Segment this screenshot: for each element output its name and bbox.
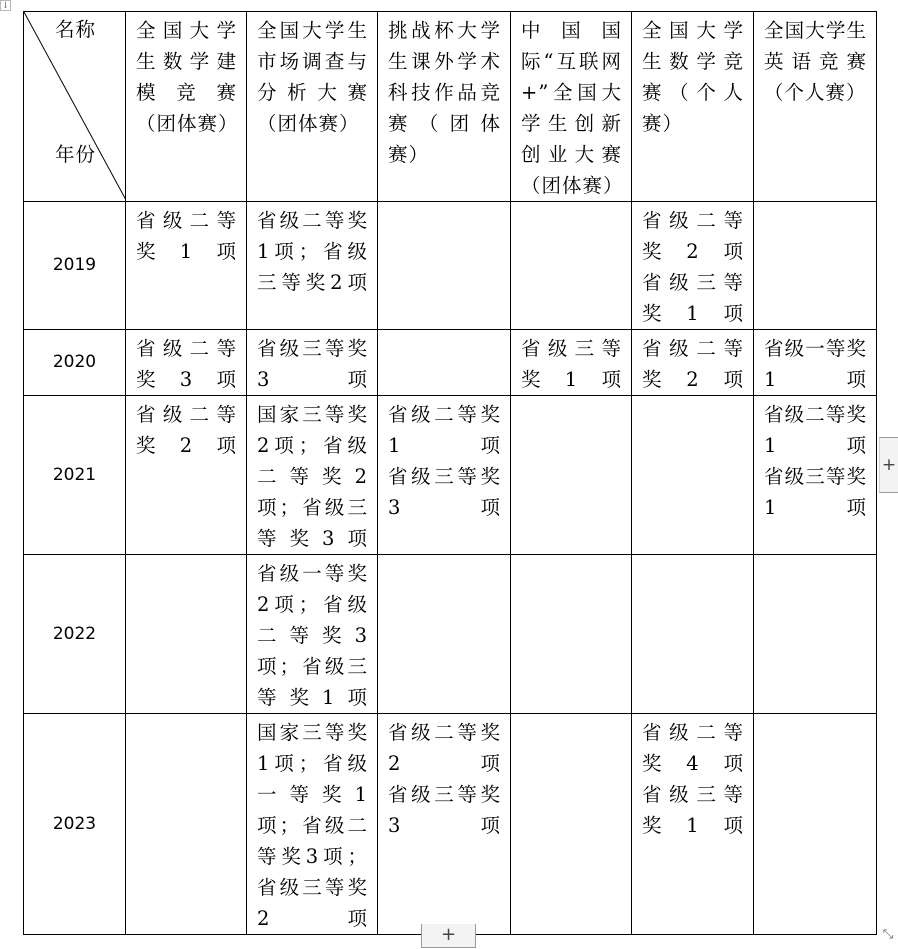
header-row	[24, 12, 877, 202]
year-cell[interactable]: 2022	[24, 555, 126, 714]
award-cell[interactable]	[126, 396, 247, 555]
diagonal-header-cell[interactable]	[24, 12, 126, 202]
award-cell[interactable]	[632, 396, 754, 555]
award-cell[interactable]	[378, 714, 511, 935]
award-cell[interactable]	[378, 555, 511, 714]
table-row	[24, 714, 877, 935]
award-entry: 省级三等奖1项	[642, 271, 744, 325]
award-cell[interactable]	[511, 396, 632, 555]
column-header[interactable]: 全国大学生市场调查与分析大赛（团体赛）	[247, 12, 378, 202]
award-cell[interactable]	[126, 202, 247, 330]
award-cell[interactable]	[754, 714, 877, 935]
award-cell[interactable]	[632, 202, 754, 330]
award-cell[interactable]	[247, 202, 378, 330]
column-header[interactable]: 全国大学生数学建模竞赛（团体赛）	[126, 12, 247, 202]
column-header[interactable]: 中国国际“互联网+”全国大学生创新创业大赛（团体赛）	[511, 12, 632, 202]
table-row	[24, 396, 877, 555]
award-entry: 国家三等奖2项；省级二等奖2项；省级三等奖3项	[257, 403, 368, 550]
award-entry: 省级三等奖3项	[257, 337, 368, 391]
award-cell[interactable]	[126, 330, 247, 396]
year-cell[interactable]: 2019	[24, 202, 126, 330]
year-cell[interactable]: 2021	[24, 396, 126, 555]
table-row	[24, 555, 877, 714]
award-cell[interactable]	[511, 714, 632, 935]
award-cell[interactable]	[511, 202, 632, 330]
award-entry: 省级一等奖1项	[764, 337, 867, 391]
award-entry: 省级二等奖3项	[136, 337, 237, 391]
award-entry: 省级二等奖1项；省级三等奖2项	[257, 209, 368, 294]
table-move-handle[interactable]: ↓	[1, 1, 10, 11]
award-cell[interactable]	[632, 330, 754, 396]
year-cell[interactable]: 2023	[24, 714, 126, 935]
award-entry: 省级三等奖3项	[388, 465, 501, 519]
award-cell[interactable]	[378, 330, 511, 396]
award-entry: 省级三等奖1项	[521, 337, 622, 391]
awards-table	[23, 11, 877, 935]
award-cell[interactable]	[754, 555, 877, 714]
corner-label-year: 年份	[55, 143, 97, 166]
award-entry: 省级二等奖1项	[136, 209, 237, 263]
column-header[interactable]: 挑战杯大学生课外学术科技作品竞赛（团体赛）	[378, 12, 511, 202]
award-entry: 省级二等奖1项	[764, 403, 867, 457]
award-entry: 省级三等奖1项	[642, 783, 744, 837]
award-cell[interactable]	[247, 396, 378, 555]
award-entry: 省级二等奖2项	[388, 721, 501, 775]
column-header[interactable]: 全国大学生数学竞赛（个人赛）	[632, 12, 754, 202]
column-header[interactable]: 全国大学生英语竞赛（个人赛）	[754, 12, 877, 202]
award-cell[interactable]	[754, 330, 877, 396]
award-cell[interactable]	[632, 714, 754, 935]
award-cell[interactable]	[378, 202, 511, 330]
award-cell[interactable]	[247, 714, 378, 935]
add-row-button[interactable]: +	[421, 924, 476, 948]
award-entry: 省级二等奖4项	[642, 721, 744, 775]
table-row	[24, 330, 877, 396]
corner-label-name: 名称	[55, 18, 97, 41]
award-cell[interactable]	[126, 555, 247, 714]
award-entry: 省级三等奖1项	[764, 465, 867, 519]
award-entry: 省级三等奖3项	[388, 783, 501, 837]
award-cell[interactable]	[126, 714, 247, 935]
award-cell[interactable]	[247, 330, 378, 396]
award-entry: 国家三等奖1项；省级一等奖1项；省级二等奖3项；省级三等奖2项	[257, 721, 368, 930]
award-entry: 省级二等奖1项	[388, 403, 501, 457]
table-row	[24, 202, 877, 330]
award-cell[interactable]	[511, 555, 632, 714]
award-entry: 省级二等奖2项	[642, 209, 744, 263]
add-column-button[interactable]: +	[879, 437, 898, 493]
award-cell[interactable]	[754, 202, 877, 330]
award-entry: 省级一等奖2项；省级二等奖3项；省级三等奖1项	[257, 562, 368, 709]
award-entry: 省级二等奖2项	[136, 403, 237, 457]
award-cell[interactable]	[632, 555, 754, 714]
award-cell[interactable]	[754, 396, 877, 555]
resize-handle-icon[interactable]: ⤡	[882, 927, 894, 942]
award-cell[interactable]	[511, 330, 632, 396]
award-cell[interactable]	[247, 555, 378, 714]
year-cell[interactable]: 2020	[24, 330, 126, 396]
award-cell[interactable]	[378, 396, 511, 555]
award-entry: 省级二等奖2项	[642, 337, 744, 391]
